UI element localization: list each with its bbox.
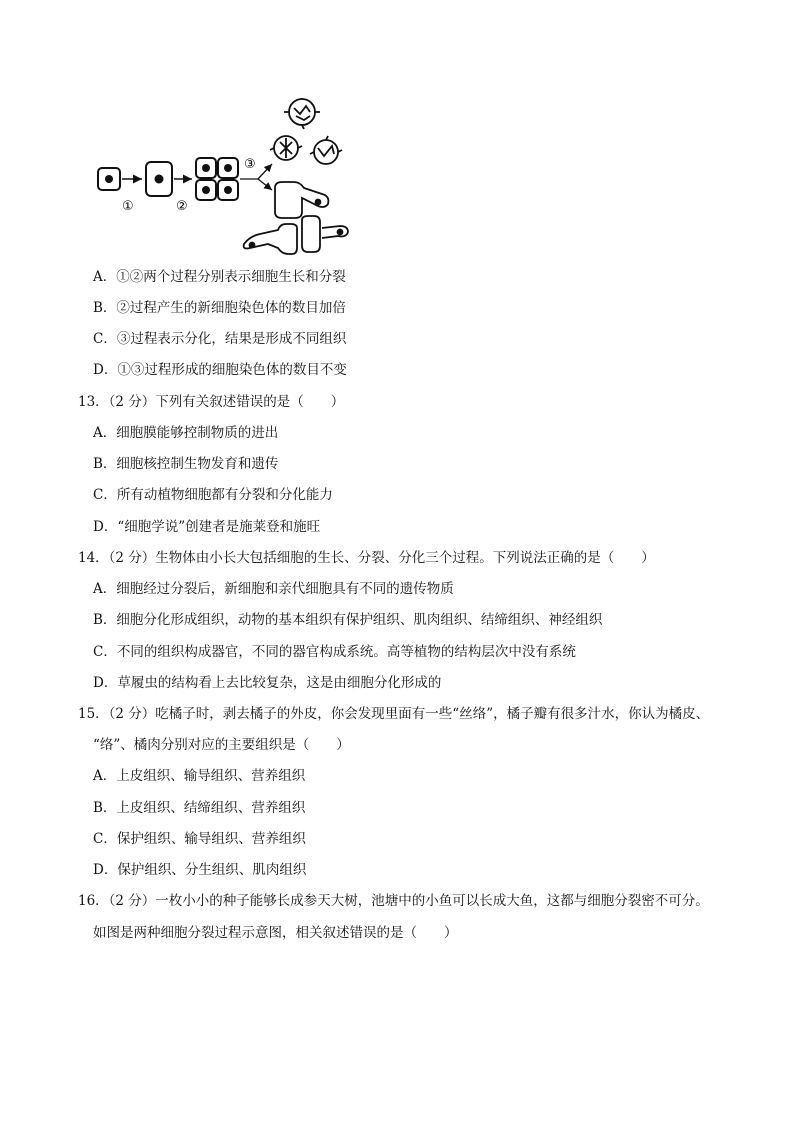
option-text: 细胞分化形成组织，动物的基本组织有保护组织、肌肉组织、结缔组织、神经组织 [116,612,603,628]
divided-cells [196,158,238,200]
option-letter: A． [93,768,117,784]
option-text: ①②两个过程分别表示细胞生长和分裂 [116,269,346,285]
option-letter: B． [93,612,117,628]
option-text: ②过程产生的新细胞染色体的数目加倍 [116,300,346,316]
q15-option-d [93,861,306,879]
option-letter: A． [93,269,117,285]
option-text: 细胞经过分裂后，新细胞和亲代细胞具有不同的遗传物质 [116,581,454,597]
q16-stem-line-1: 16．（2 分）一枚小小的种子能够长成参天大树，池塘中的小鱼可以长成大鱼，这都与细胞分裂密不可分。 [78,893,709,909]
step-label-2: ② [176,199,188,214]
step-label-1: ① [122,199,134,214]
q14-stem: 14．（2 分）生物体由小长大包括细胞的生长、分裂、分化三个过程。下列说法正确的是（ ） [78,550,655,566]
q13-option-b [93,455,278,473]
q15-option-c [93,830,306,848]
option-text: 细胞膜能够控制物质的进出 [116,425,279,441]
option-text: ①③过程形成的细胞染色体的数目不变 [117,362,347,378]
option-letter: D． [93,362,118,378]
q15-option-a [93,767,305,785]
q14-option-a [93,580,454,598]
q13-option-a [93,424,278,442]
q12-option-a [93,268,346,286]
small-cell [98,168,120,190]
option-letter: A． [93,581,117,597]
q13-option-c [93,486,333,504]
q12-option-d [93,361,347,379]
option-text: “细胞学说”创建者是施莱登和施旺 [117,519,321,535]
step-label-3: ③ [244,157,256,172]
differentiated-cells-top [270,98,342,164]
q14-option-c [93,643,576,661]
option-letter: B． [93,456,117,472]
grown-cell [146,162,172,196]
option-text: 细胞核控制生物发育和遗传 [116,456,279,472]
q15-stem-line-1: 15．（2 分）吃橘子时，剥去橘子的外皮，你会发现里面有一些“丝络”，橘子瓣有很多汁水，你认为橘皮、 [78,706,710,722]
option-text: ③过程表示分化，结果是形成不同组织 [116,331,347,347]
option-text: 保护组织、输导组织、营养组织 [116,831,306,847]
option-letter: D． [93,675,118,691]
option-letter: D． [93,519,118,535]
option-text: 草履虫的结构看上去比较复杂，这是由细胞分化形成的 [117,675,442,691]
option-letter: C． [93,331,117,347]
option-letter: B． [93,800,117,816]
q12-option-b [93,299,346,317]
differentiated-cells-bottom [244,182,348,254]
q14-option-b [93,611,602,629]
option-letter: C． [93,644,117,660]
option-letter: B． [93,300,117,316]
option-text: 不同的组织构成器官，不同的器官构成系统。高等植物的结构层次中没有系统 [116,644,576,660]
option-text: 上皮组织、输导组织、营养组织 [116,768,306,784]
option-letter: C． [93,487,117,503]
q13-stem: 13．（2 分）下列有关叙述错误的是（ ） [78,394,345,410]
cell-process-diagram [92,98,372,258]
option-letter: D． [93,862,118,878]
q16-stem-line-2: 如图是两种细胞分裂过程示意图，相关叙述错误的是（ ） [93,925,458,941]
q12-option-c [93,330,346,348]
q13-option-d [93,518,320,536]
q15-stem-line-2: “络”、橘肉分别对应的主要组织是（ ） [93,737,350,753]
option-letter: C． [93,831,117,847]
option-letter: A． [93,425,117,441]
option-text: 上皮组织、结缔组织、营养组织 [116,800,306,816]
arrow-up [258,164,272,179]
q15-option-b [93,799,305,817]
q14-option-d [93,674,441,692]
cell-process-figure [92,98,372,258]
option-text: 保护组织、分生组织、肌肉组织 [117,862,307,878]
arrow-down [258,179,272,190]
option-text: 所有动植物细胞都有分裂和分化能力 [116,487,333,503]
